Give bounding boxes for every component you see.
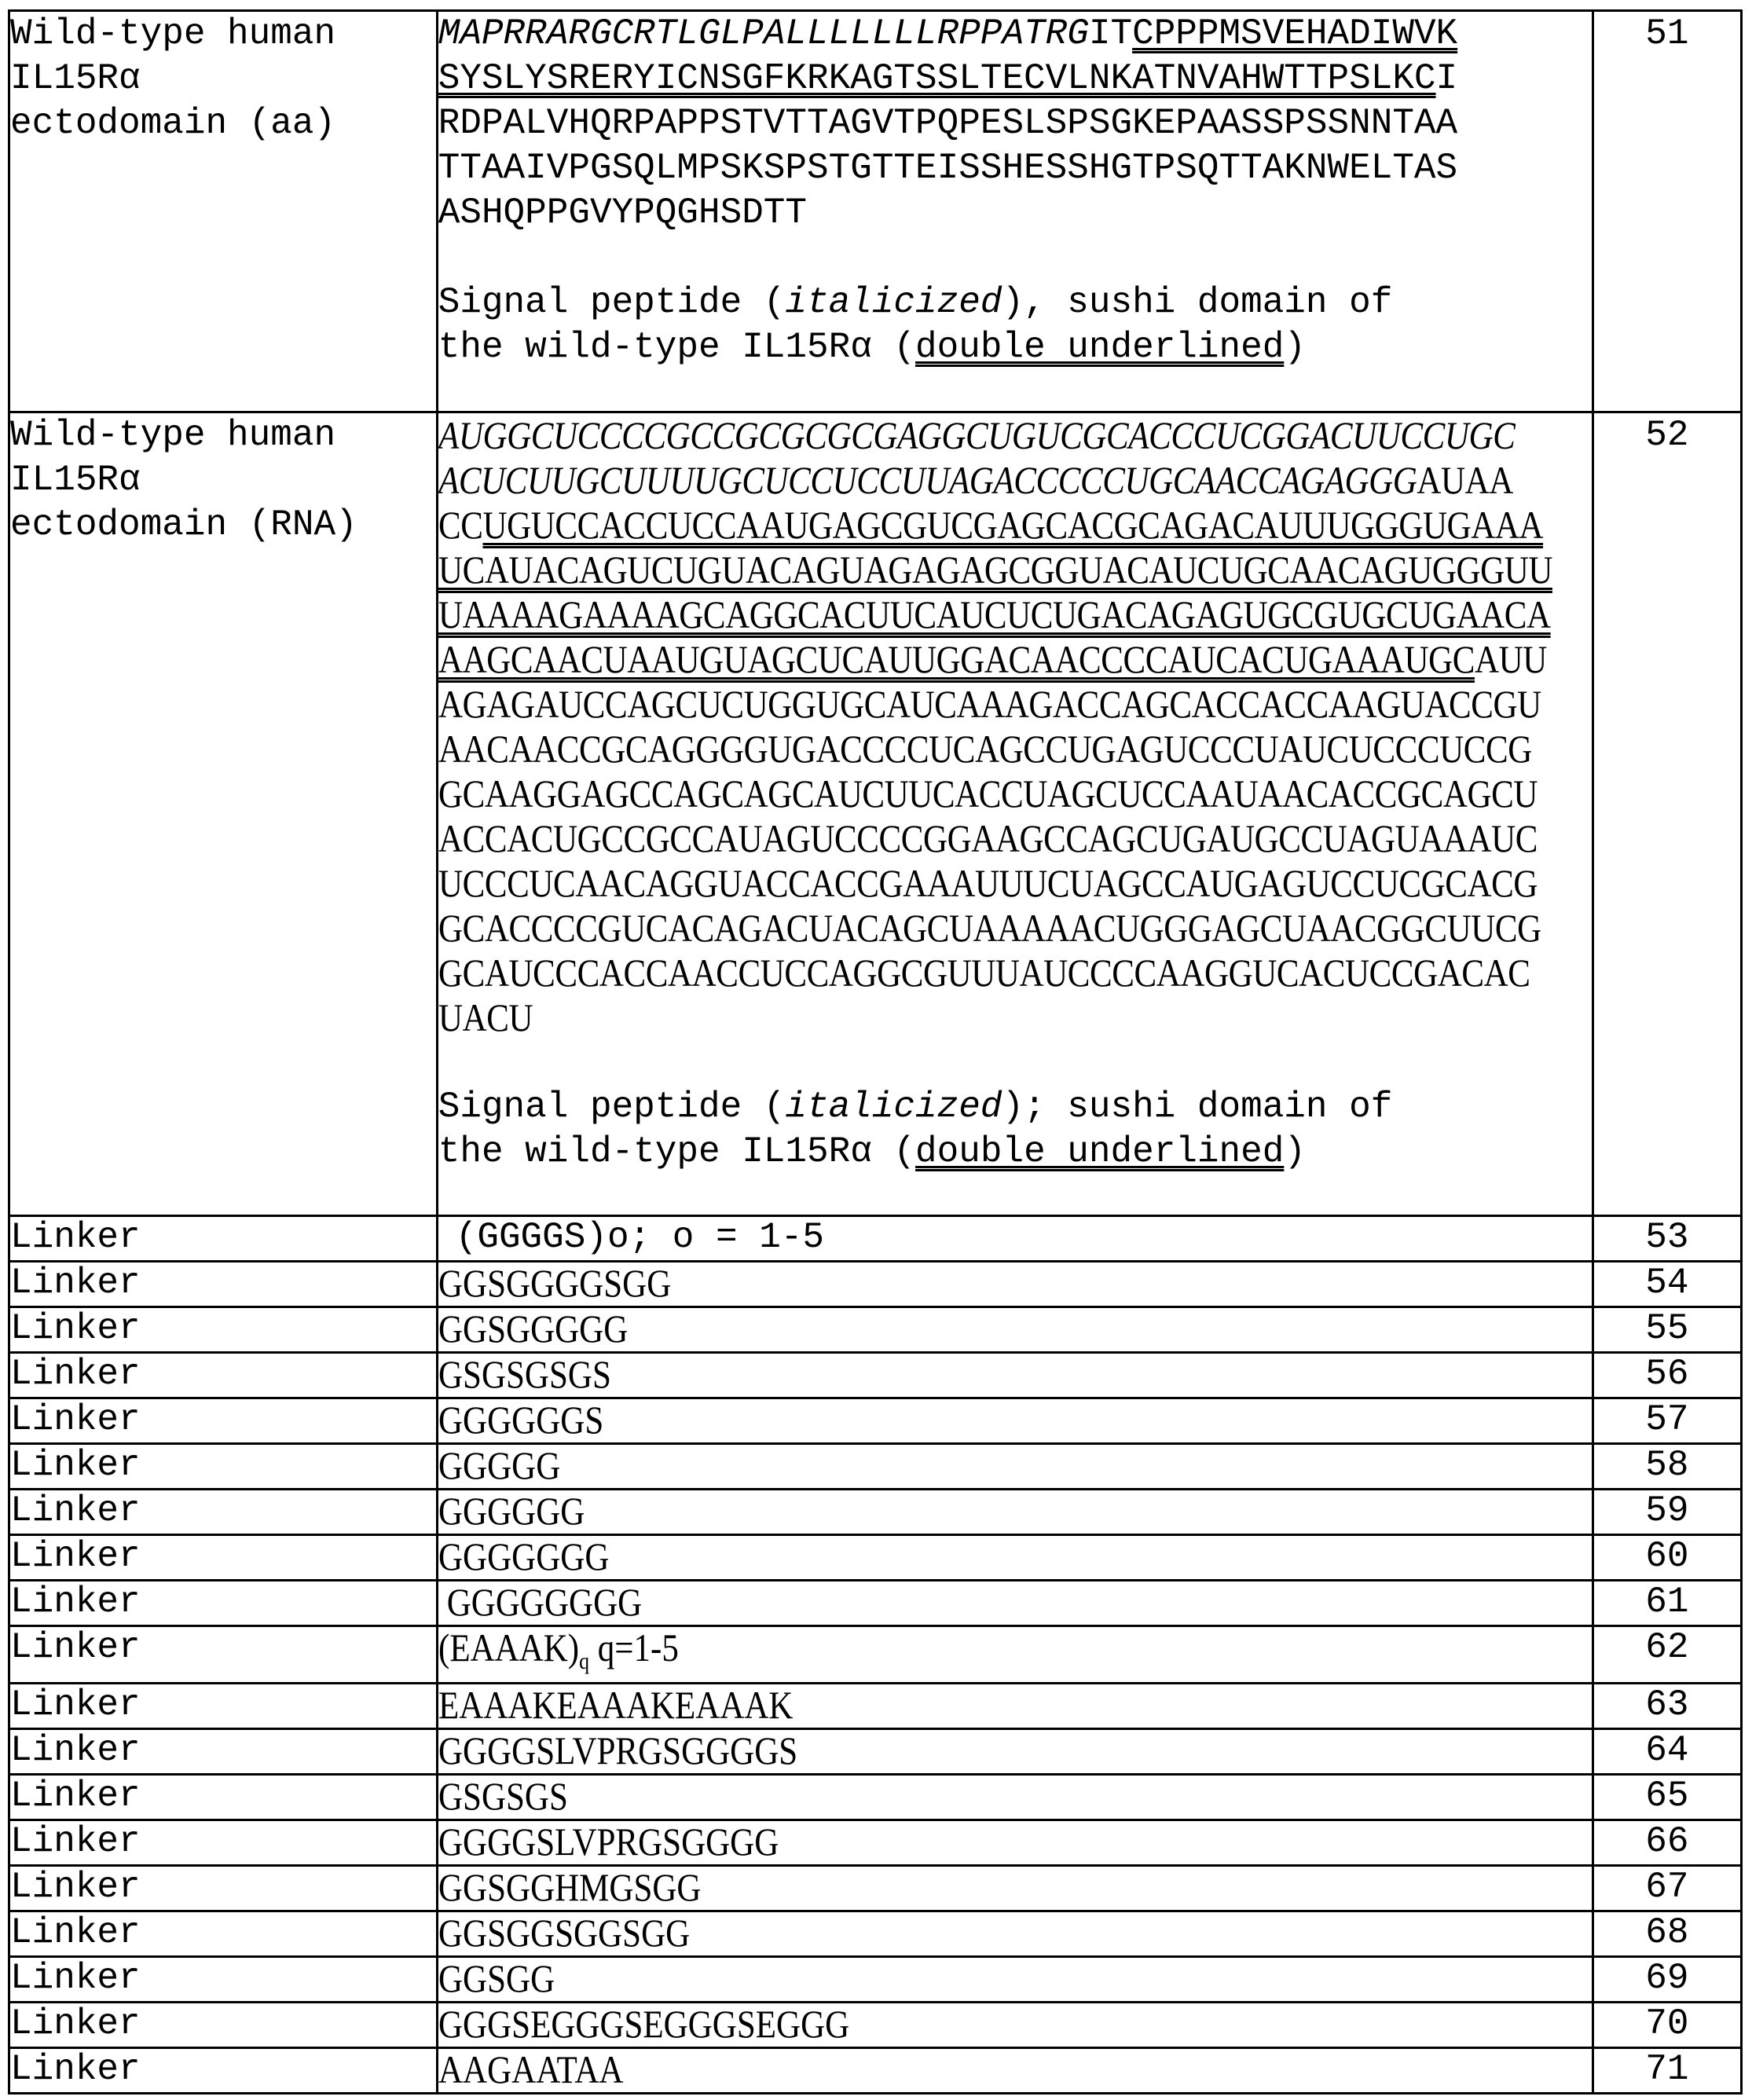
table-row-linker bbox=[9, 1911, 1742, 1957]
sequence-cell: EAAAKEAAAKEAAAK bbox=[437, 1684, 1593, 1729]
sequence-cell: GGGGSLVPRGSGGGG bbox=[437, 1820, 1593, 1866]
table-row-linker bbox=[9, 1957, 1742, 2003]
description-cell: Linker bbox=[9, 1490, 438, 1535]
sequence-cell: GSGSGS bbox=[437, 1775, 1593, 1820]
sequence-line: ACUCUUGCUUUUGCUCCUCCUUAGACCCCCUGCAACCAGAGGGAUAA bbox=[438, 458, 1513, 502]
sequence-cell: GGSGGGGG bbox=[437, 1307, 1593, 1353]
sequence-line: AGAGAUCCAGCUCUGGUGCAUCAAAGACCAGCACCACCAAGUACCGU bbox=[438, 682, 1541, 726]
table-row-linker bbox=[9, 1775, 1742, 1820]
sequence-cell: GGSGGGGSGG bbox=[437, 1262, 1593, 1307]
sequence-line: GCACCCCGUCACAGACUACAGCUAAAAACUGGGAGCUAACGGCUUCG bbox=[438, 906, 1541, 950]
sequence-cell bbox=[437, 412, 1593, 1216]
sequence-cell: GGGGSLVPRGSGGGGS bbox=[437, 1729, 1593, 1775]
description-cell: Linker bbox=[9, 1535, 438, 1581]
sequence-line: AACAACCGCAGGGGUGACCCCUCAGCCUGAGUCCCUAUCUCCCUCCG bbox=[438, 727, 1532, 771]
description-cell: Linker bbox=[9, 1398, 438, 1444]
sequence-line: UCAUACAGUCUGUACAGUAGAGAGCGGUACAUCUGCAACAGUGGGUU bbox=[438, 548, 1552, 592]
seq-id-cell: 53 bbox=[1593, 1216, 1741, 1262]
sequence-cell: GGSGGSGGSGG bbox=[437, 1911, 1593, 1957]
seq-id-cell: 62 bbox=[1593, 1626, 1741, 1684]
sequence-line: ACCACUGCCGCCAUAGUCCCCGGAAGCCAGCUGAUGCCUAGUAAAUC bbox=[438, 816, 1538, 860]
table-row-linker bbox=[9, 1490, 1742, 1535]
description-cell: Wild-type human IL15Rα ectodomain (aa) bbox=[9, 11, 438, 412]
sequence-line: GCAAGGAGCCAGCAGCAUCUUCACCUAGCUCCAAUAACACCGCAGCU bbox=[438, 771, 1538, 815]
sequence-block bbox=[438, 12, 1592, 236]
sequence-line: GCAUCCCACCAACCUCCAGGCGUUUAUCCCCAAGGUCACUCCGACAC bbox=[438, 951, 1530, 995]
table-row-linker bbox=[9, 1820, 1742, 1866]
description-cell: Linker bbox=[9, 1820, 438, 1866]
sequence-cell: GGGGGGGG bbox=[437, 1581, 1593, 1626]
sequence-line: ASHQPPGVYPQGHSDTT bbox=[438, 192, 808, 233]
description-cell: Linker bbox=[9, 1866, 438, 1911]
seq-id-cell: 54 bbox=[1593, 1262, 1741, 1307]
seq-id-cell: 51 bbox=[1593, 11, 1741, 412]
sequence-cell: GGGGGGS bbox=[437, 1398, 1593, 1444]
seq-id-cell: 70 bbox=[1593, 2003, 1741, 2048]
description-cell: Linker bbox=[9, 2003, 438, 2048]
description-cell: Linker bbox=[9, 1911, 438, 1957]
seq-id-cell: 65 bbox=[1593, 1775, 1741, 1820]
seq-id-cell: 59 bbox=[1593, 1490, 1741, 1535]
description-cell: Wild-type human IL15Rα ectodomain (RNA) bbox=[9, 412, 438, 1216]
table-row-linker bbox=[9, 1626, 1742, 1684]
table-row-linker bbox=[9, 1307, 1742, 1353]
description-cell: Linker bbox=[9, 1775, 438, 1820]
seq-id-cell: 58 bbox=[1593, 1444, 1741, 1490]
sequence-cell: GGGGG bbox=[437, 1444, 1593, 1490]
seq-id-cell: 67 bbox=[1593, 1866, 1741, 1911]
description-cell: Linker bbox=[9, 1216, 438, 1262]
sequence-cell: GGGGGGG bbox=[437, 1535, 1593, 1581]
description-cell: Linker bbox=[9, 1626, 438, 1684]
seq-id-cell: 61 bbox=[1593, 1581, 1741, 1626]
description-cell: Linker bbox=[9, 1684, 438, 1729]
seq-id-cell: 63 bbox=[1593, 1684, 1741, 1729]
seq-id-cell: 64 bbox=[1593, 1729, 1741, 1775]
table-row-linker bbox=[9, 1262, 1742, 1307]
sequence-cell: AAGAATAA bbox=[437, 2048, 1593, 2094]
table-row-linker bbox=[9, 1398, 1742, 1444]
seq-id-cell: 60 bbox=[1593, 1535, 1741, 1581]
sequence-line: AUGGCUCCCCGCCGCGCGCGAGGCUGUCGCACCCUCGGACUUCCUGC bbox=[438, 413, 1516, 457]
description-cell: Linker bbox=[9, 2048, 438, 2094]
description-cell: Linker bbox=[9, 1307, 438, 1353]
annotation-note: Signal peptide (italicized), sushi domain of the wild-type IL15Rα (double underlined) bbox=[438, 282, 1393, 368]
sequence-line: MAPRRARGCRTLGLPALLLLLLLRPPATRGITCPPPMSVEHADIWVK bbox=[438, 13, 1458, 54]
seq-id-cell: 55 bbox=[1593, 1307, 1741, 1353]
seq-id-cell: 57 bbox=[1593, 1398, 1741, 1444]
description-cell: Linker bbox=[9, 1581, 438, 1626]
sequence-line: UCCCUCAACAGGUACCACCGAAAUUUCUAGCCAUGAGUCCUCGCACG bbox=[438, 861, 1538, 905]
annotation-note: Signal peptide (italicized); sushi domain of the wild-type IL15Rα (double underlined) bbox=[438, 1087, 1393, 1172]
table-row-linker bbox=[9, 1353, 1742, 1398]
seq-id-cell: 52 bbox=[1593, 412, 1741, 1216]
table-row-linker bbox=[9, 1729, 1742, 1775]
description-cell: Linker bbox=[9, 1444, 438, 1490]
description-cell: Linker bbox=[9, 1262, 438, 1307]
sequence-cell: GSGSGSGS bbox=[437, 1353, 1593, 1398]
sequence-cell: GGGGGG bbox=[437, 1490, 1593, 1535]
sequence-line: CCUGUCCACCUCCAAUGAGCGUCGAGCACGCAGACAUUUGGGUGAAA bbox=[438, 503, 1543, 547]
seq-id-cell: 69 bbox=[1593, 1957, 1741, 2003]
description-cell: Linker bbox=[9, 1957, 438, 2003]
sequence-line: TTAAIVPGSQLMPSKSPSTGTTEISSHESSHGTPSQTTAKNWELTAS bbox=[438, 148, 1458, 189]
table-row-il15ra-rna bbox=[9, 412, 1742, 1216]
sequence-cell: GGGSEGGGSEGGGSEGGG bbox=[437, 2003, 1593, 2048]
table-row-linker bbox=[9, 1581, 1742, 1626]
description-cell: Linker bbox=[9, 1353, 438, 1398]
table-row-linker bbox=[9, 1684, 1742, 1729]
table-row-linker bbox=[9, 1444, 1742, 1490]
table-row-linker bbox=[9, 2003, 1742, 2048]
table-row-il15ra-aa bbox=[9, 11, 1742, 412]
seq-id-cell: 56 bbox=[1593, 1353, 1741, 1398]
sequence-cell: $(EAAAK)_q$ q=1-5 bbox=[437, 1626, 1593, 1684]
seq-id-cell: 68 bbox=[1593, 1911, 1741, 1957]
sequence-cell bbox=[437, 11, 1593, 412]
table-row-linker bbox=[9, 1216, 1742, 1262]
sequence-cell: GGSGG bbox=[437, 1957, 1593, 2003]
sequence-line: SYSLYSRERYICNSGFKRKAGTSSLTECVLNKATNVAHWTTPSLKCI bbox=[438, 58, 1458, 99]
sequence-line: RDPALVHQRPAPPSTVTTAGVTPQPESLSPSGKEPAASSPSSNNTAA bbox=[438, 103, 1458, 144]
table-row-linker bbox=[9, 2048, 1742, 2094]
seq-id-cell: 71 bbox=[1593, 2048, 1741, 2094]
sequence-line: UACU bbox=[438, 995, 533, 1039]
seq-id-cell: 66 bbox=[1593, 1820, 1741, 1866]
table-row-linker bbox=[9, 1866, 1742, 1911]
sequence-block bbox=[438, 413, 1592, 1040]
description-cell: Linker bbox=[9, 1729, 438, 1775]
sequence-cell: (GGGGS)o; o = 1-5 bbox=[437, 1216, 1593, 1262]
sequence-line: UAAAAGAAAAGCAGGCACUUCAUCUCUGACAGAGUGCGUGCUGAACA bbox=[438, 592, 1551, 636]
sequence-table bbox=[8, 9, 1743, 2095]
table-row-linker bbox=[9, 1535, 1742, 1581]
sequence-line: AAGCAACUAAUGUAGCUCAUUGGACAACCCCAUCACUGAAAUGCAUU bbox=[438, 637, 1547, 681]
sequence-cell: GGSGGHMGSGG bbox=[437, 1866, 1593, 1911]
